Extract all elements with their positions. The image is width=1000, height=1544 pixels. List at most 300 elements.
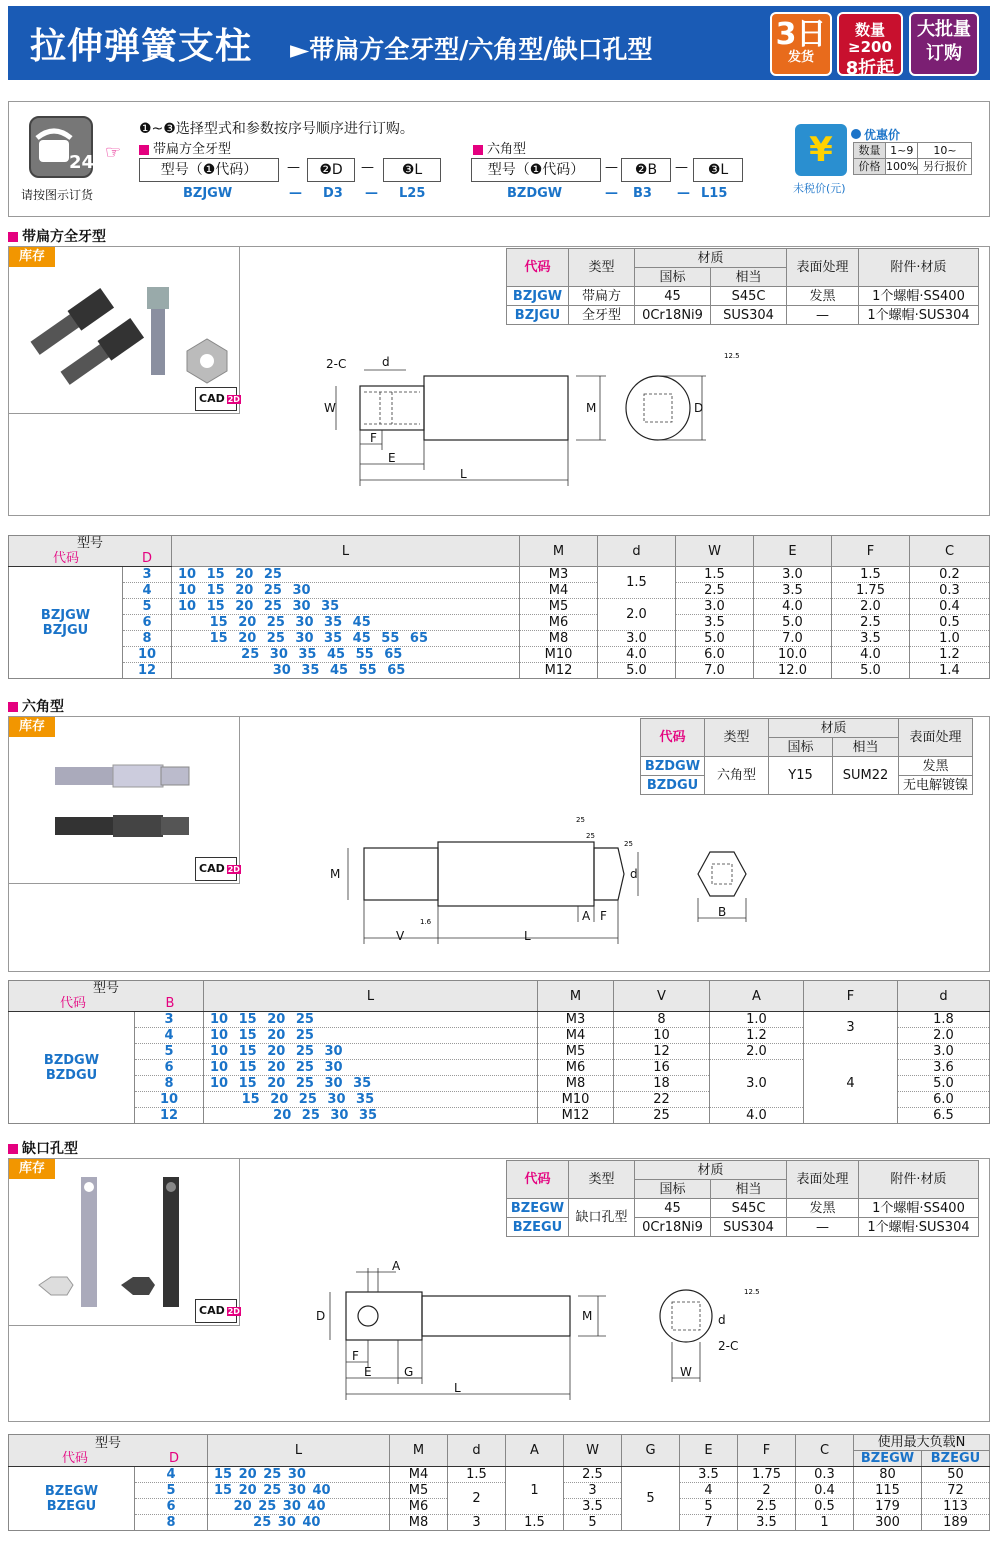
table-cell: BZEGW (507, 1199, 569, 1218)
table-cell: 2.0 (832, 599, 910, 615)
typeA-d-box: ❷D (307, 158, 355, 182)
table-cell: 6.0 (676, 647, 754, 663)
technical-drawing-c (306, 1258, 786, 1408)
dim-label: L (460, 467, 467, 481)
table-cell: 12 (614, 1044, 710, 1060)
table-cell: 10 15 20 25 (204, 1012, 538, 1028)
delivery-badge (770, 12, 832, 76)
dim-label: 2-C (326, 357, 347, 371)
col-header: F (804, 981, 898, 1012)
table-cell: 10 15 20 25 (204, 1028, 538, 1044)
table-cell: 4 (680, 1483, 738, 1499)
dim-label: V (396, 929, 405, 943)
table-cell: 5.0 (898, 1076, 990, 1092)
col-header: 代码 (507, 1161, 569, 1199)
table-cell: BZJGW (507, 287, 569, 306)
table-cell: 3.5 (738, 1515, 796, 1531)
table-cell: 25 30 40 (208, 1515, 390, 1531)
text: 2D (227, 865, 240, 874)
col-header: d (598, 536, 676, 567)
order-instruction: ❶~❸选择型式和参数按序号顺序进行订购。 (139, 121, 414, 137)
col-header: L (208, 1435, 390, 1467)
page-subtitle: ►带扁方全牙型/六角型/缺口孔型 (290, 35, 653, 64)
roughness-mark: 25 (586, 832, 595, 840)
col-header: 附件·材质 (859, 1161, 979, 1199)
typeA-order-title (139, 138, 231, 157)
phone-icon (29, 116, 93, 178)
col-header: E (754, 536, 832, 567)
roughness-mark: 25 (624, 840, 633, 848)
table-cell: 10 15 20 25 30 (204, 1044, 538, 1060)
section-title (8, 226, 106, 246)
table-cell: 1.2 (710, 1028, 804, 1044)
col-header: 国标 (635, 1180, 711, 1199)
text: CAD (199, 862, 225, 875)
table-cell: 10 (614, 1028, 710, 1044)
col-header: M (520, 536, 598, 567)
table-cell: 7.0 (676, 663, 754, 679)
discount-cell: 10~ (918, 143, 972, 159)
table-cell: 2 (738, 1483, 796, 1499)
table-cell: 2.5 (832, 615, 910, 631)
col-header: E (680, 1435, 738, 1467)
table-cell: 缺口孔型 (569, 1199, 635, 1237)
text: D (141, 551, 152, 566)
product-photo (8, 246, 240, 414)
table-cell: 80 (854, 1467, 922, 1483)
col-header: C (796, 1435, 854, 1467)
table-cell: SUS304 (711, 306, 787, 325)
col-header: G (622, 1435, 680, 1467)
col-header: 代码 (641, 719, 705, 757)
dim-label: A (582, 909, 591, 923)
dim-label: F (600, 909, 607, 923)
table-cell: 45 (635, 287, 711, 306)
table-cell: 4 (123, 583, 172, 599)
text: BZEGU (46, 1498, 97, 1514)
col-header: d (448, 1435, 506, 1467)
section-title (8, 696, 64, 716)
typeA-example-l: L25 (399, 186, 426, 201)
dim-label: d (630, 867, 638, 881)
table-cell: 15 20 25 30 40 (208, 1483, 390, 1499)
technical-drawing-a (316, 346, 796, 496)
table-cell: M6 (520, 615, 598, 631)
badge-order: 订购 (926, 42, 962, 64)
table-row (507, 287, 979, 306)
table-cell: 5.0 (754, 615, 832, 631)
table-cell: 4 (804, 1044, 898, 1124)
table-cell: 8 (135, 1515, 208, 1531)
table-cell: M3 (538, 1012, 614, 1028)
typeA-l-box: ❸L (383, 158, 441, 182)
table-cell: 全牙型 (569, 306, 635, 325)
col-header: 代码 (507, 249, 569, 287)
dim-label: D (694, 401, 704, 415)
table-cell: 10.0 (754, 647, 832, 663)
table-cell: 1.4 (910, 663, 990, 679)
dim-label: L (524, 929, 531, 943)
table-cell: 1.8 (898, 1012, 990, 1028)
table-cell: 115 (854, 1483, 922, 1499)
col-header: 表面处理 (899, 719, 973, 757)
text: 2D (227, 1307, 240, 1316)
table-cell: M8 (390, 1515, 448, 1531)
col-header: 使用最大负载N (854, 1435, 990, 1451)
pointing-hand-icon: ☞ (105, 142, 122, 163)
table-cell: M12 (520, 663, 598, 679)
badge-discount: 8折起 (845, 58, 895, 79)
col-header: 类型 (569, 249, 635, 287)
table-cell: 5 (564, 1515, 622, 1531)
table-cell: 20 25 30 35 (204, 1108, 538, 1124)
col-header: 材质 (635, 1161, 787, 1180)
table-cell: 1.0 (910, 631, 990, 647)
table-cell: 12 (123, 663, 172, 679)
table-cell: 189 (922, 1515, 990, 1531)
col-header: 表面处理 (787, 249, 859, 287)
table-cell: 六角型 (705, 757, 769, 795)
table-cell: 0.5 (910, 615, 990, 631)
table-cell: 发黑 (787, 287, 859, 306)
dash: — (361, 160, 374, 175)
table-cell: 5.0 (598, 663, 676, 679)
table-cell: 25 (614, 1108, 710, 1124)
page-header (8, 6, 990, 80)
dim-label: B (718, 905, 727, 919)
cad-badge[interactable] (195, 1299, 240, 1323)
table-cell: 带扁方 (569, 287, 635, 306)
table-cell: — (787, 306, 859, 325)
table-cell: 10 (123, 647, 172, 663)
typeB-order-title (473, 138, 526, 157)
model-code-cell (9, 567, 123, 679)
text: 代码 (61, 1450, 88, 1466)
table-cell: 1.5 (448, 1467, 506, 1483)
stock-badge: 库存 (9, 717, 55, 737)
col-header: F (832, 536, 910, 567)
text: 带扁方全牙型 (22, 229, 106, 245)
discount-cell: 价格 (854, 159, 886, 175)
text: CAD (199, 1304, 225, 1317)
table-cell: 15 20 25 30 (208, 1467, 390, 1483)
table-cell: M12 (538, 1108, 614, 1124)
table-cell: 0.5 (796, 1499, 854, 1515)
table-cell: 0.3 (910, 583, 990, 599)
table-cell: M5 (390, 1483, 448, 1499)
table-cell: SUS304 (711, 1218, 787, 1237)
col-header: W (564, 1435, 622, 1467)
table-cell: 3.5 (564, 1499, 622, 1515)
material-table-a (506, 248, 979, 325)
table-cell: 10 15 20 25 30 35 (204, 1076, 538, 1092)
table-cell: BZDGW (641, 757, 705, 776)
col-header: 国标 (635, 268, 711, 287)
table-cell: M8 (520, 631, 598, 647)
col-header: V (614, 981, 710, 1012)
table-cell: 3 (564, 1483, 622, 1499)
dash: — (605, 160, 618, 175)
table-cell: 1个螺帽·SS400 (859, 1199, 979, 1218)
table-row (9, 663, 990, 679)
col-header: 相当 (711, 1180, 787, 1199)
table-cell: 1.0 (710, 1012, 804, 1028)
col-header: L (172, 536, 520, 567)
text: 型号 (94, 1435, 121, 1451)
table-row (9, 615, 990, 631)
dim-label: d (718, 1313, 726, 1327)
table-cell: 300 (854, 1515, 922, 1531)
col-header: W (676, 536, 754, 567)
table-cell: 3.0 (898, 1044, 990, 1060)
table-row (641, 757, 973, 776)
table-cell: 2.0 (898, 1028, 990, 1044)
table-cell: 2.0 (710, 1044, 804, 1060)
table-cell: — (787, 1218, 859, 1237)
bulk-order-badge (909, 12, 979, 76)
table-cell: 0.4 (796, 1483, 854, 1499)
table-cell: 4.0 (598, 647, 676, 663)
col-header: M (390, 1435, 448, 1467)
table-cell: 16 (614, 1060, 710, 1076)
product-photo (8, 1158, 240, 1326)
typeB-example-l: L15 (701, 186, 728, 201)
table-cell: 6.0 (898, 1092, 990, 1108)
text: 优惠价 (864, 128, 901, 142)
table-cell: 6.5 (898, 1108, 990, 1124)
table-cell: 2.5 (738, 1499, 796, 1515)
text: 代码 (52, 551, 79, 566)
typeB-b-box: ❷B (621, 158, 671, 182)
text: 2D (227, 395, 240, 404)
table-cell: 5 (135, 1044, 204, 1060)
col-header: A (710, 981, 804, 1012)
text: 六角型 (22, 699, 64, 715)
text: CAD (199, 392, 225, 405)
table-cell: SUM22 (833, 757, 899, 795)
table-row (9, 567, 990, 583)
dim-label: W (680, 1365, 692, 1379)
table-cell: 2.5 (564, 1467, 622, 1483)
col-header: 国标 (769, 738, 833, 757)
table-row (9, 631, 990, 647)
col-header: BZEGW (854, 1451, 922, 1467)
typeB-l-box: ❸L (693, 158, 743, 182)
table-cell: 6 (135, 1499, 208, 1515)
table-cell: 10 15 20 25 (172, 567, 520, 583)
table-cell: 4 (135, 1467, 208, 1483)
table-cell: M5 (538, 1044, 614, 1060)
dim-label: M (582, 1309, 593, 1323)
table-cell: 7.0 (754, 631, 832, 647)
dimension-table-b (8, 980, 990, 1124)
table-row (9, 1467, 990, 1483)
text: 缺口孔型 (22, 1141, 78, 1157)
badge-days: 3日 (775, 17, 827, 52)
stock-badge: 库存 (9, 1159, 55, 1179)
text: BZEGW (44, 1483, 99, 1499)
table-cell: 3.5 (680, 1467, 738, 1483)
quantity-discount-badge (837, 12, 903, 79)
table-cell: 1 (506, 1467, 564, 1515)
col-header: 相当 (711, 268, 787, 287)
dimension-table-a (8, 535, 990, 679)
col-header: 类型 (569, 1161, 635, 1199)
typeA-model-box: 型号（❶代码） (139, 158, 279, 182)
table-cell: 发黑 (899, 757, 973, 776)
table-cell: 50 (922, 1467, 990, 1483)
technical-drawing-b (318, 808, 798, 958)
col-header: 附件·材质 (859, 249, 979, 287)
table-cell: 10 15 20 25 30 35 (172, 599, 520, 615)
table-cell: 0Cr18Ni9 (635, 1218, 711, 1237)
col-header: BZEGU (922, 1451, 990, 1467)
table-cell: BZEGU (507, 1218, 569, 1237)
table-cell: 25 30 35 45 55 65 (172, 647, 520, 663)
table-cell: 1 (796, 1515, 854, 1531)
text: BZDGW (43, 1052, 100, 1068)
dim-label: M (330, 867, 341, 881)
table-cell: 0.3 (796, 1467, 854, 1483)
col-header: A (506, 1435, 564, 1467)
table-cell: 15 20 25 30 35 45 (172, 615, 520, 631)
table-cell: 0.2 (910, 567, 990, 583)
col-header: F (738, 1435, 796, 1467)
table-cell: 1.2 (910, 647, 990, 663)
table-row (9, 599, 990, 615)
table-cell: 3 (448, 1515, 506, 1531)
table-row (9, 647, 990, 663)
dim-label: D (316, 1309, 326, 1323)
table-cell: M10 (538, 1092, 614, 1108)
order-panel (8, 101, 990, 217)
table-cell: M6 (538, 1060, 614, 1076)
table-cell: M5 (520, 599, 598, 615)
product-photo (8, 716, 240, 884)
dim-label: 2-C (718, 1339, 739, 1353)
table-cell: 15 20 25 30 35 45 55 65 (172, 631, 520, 647)
table-cell: M4 (538, 1028, 614, 1044)
header-model-code (9, 981, 204, 1012)
discount-table (853, 142, 972, 175)
table-cell: 2 (448, 1483, 506, 1515)
table-cell: 1.5 (832, 567, 910, 583)
text: B (165, 996, 175, 1011)
dash: — (675, 160, 688, 175)
table-cell: 1个螺帽·SUS304 (859, 1218, 979, 1237)
table-cell: 0Cr18Ni9 (635, 306, 711, 325)
dim-label: A (392, 1259, 401, 1273)
table-cell: 2.0 (598, 599, 676, 631)
table-cell: BZJGU (507, 306, 569, 325)
table-cell: 1.5 (598, 567, 676, 599)
dash: — (677, 186, 690, 201)
table-cell: 4 (135, 1028, 204, 1044)
col-header: L (204, 981, 538, 1012)
table-cell: 8 (123, 631, 172, 647)
table-cell: 15 20 25 30 35 (204, 1092, 538, 1108)
table-cell: 30 35 45 55 65 (172, 663, 520, 679)
discount-title (851, 126, 900, 143)
discount-cell: 1~9 (886, 143, 918, 159)
table-cell: 45 (635, 1199, 711, 1218)
table-cell: 179 (854, 1499, 922, 1515)
table-cell: 5.0 (676, 631, 754, 647)
dash: — (287, 160, 300, 175)
table-cell: 1.5 (676, 567, 754, 583)
page-title: 拉伸弹簧支柱 (30, 26, 253, 67)
col-header: C (910, 536, 990, 567)
dimension-table-c (8, 1434, 990, 1531)
table-cell: 6 (135, 1060, 204, 1076)
table-cell: 1个螺帽·SUS304 (859, 306, 979, 325)
table-cell: 5 (622, 1467, 680, 1531)
table-cell: 3 (123, 567, 172, 583)
text: BZDGU (45, 1067, 98, 1083)
table-cell: M4 (390, 1467, 448, 1483)
roughness-mark: 12.5 (724, 352, 740, 360)
table-cell: M8 (538, 1076, 614, 1092)
col-header: 表面处理 (787, 1161, 859, 1199)
table-cell: 3.5 (676, 615, 754, 631)
dash: — (605, 186, 618, 201)
table-cell: 8 (614, 1012, 710, 1028)
dim-label: F (370, 431, 377, 445)
table-cell: 10 15 20 25 30 (204, 1060, 538, 1076)
header-model-code (9, 536, 172, 567)
section-title (8, 1138, 78, 1158)
cad-badge[interactable] (195, 857, 240, 881)
table-row (9, 1012, 990, 1028)
text: 六角型 (487, 142, 527, 157)
yen-icon: ¥ (795, 124, 847, 176)
dim-label: d (382, 355, 390, 369)
discount-cell: 数量 (854, 143, 886, 159)
table-cell: 3 (135, 1012, 204, 1028)
table-cell: 22 (614, 1092, 710, 1108)
dim-label: E (364, 1365, 372, 1379)
table-cell: 5 (123, 599, 172, 615)
table-cell: 4.0 (710, 1108, 804, 1124)
material-table-b (640, 718, 973, 795)
table-row (507, 306, 979, 325)
cad-badge[interactable] (195, 387, 240, 411)
phone-label: 请按图示订货 (21, 188, 94, 202)
table-cell: 12.0 (754, 663, 832, 679)
col-header: M (538, 981, 614, 1012)
table-cell: M10 (520, 647, 598, 663)
dash: — (365, 186, 378, 201)
table-cell: 12 (135, 1108, 204, 1124)
price-label: 未税价(元) (793, 182, 846, 195)
table-cell: 5 (135, 1483, 208, 1499)
dim-label: G (404, 1365, 414, 1379)
table-cell: 3 (804, 1012, 898, 1044)
typeA-example-code: BZJGW (183, 186, 233, 201)
discount-cell: 100% (886, 160, 918, 173)
table-cell: 1.75 (832, 583, 910, 599)
text: 型号 (92, 981, 119, 996)
roughness-mark: 1.6 (420, 918, 432, 926)
table-row (9, 1044, 990, 1060)
dim-label: L (454, 1381, 461, 1395)
header-model-code (9, 1435, 208, 1467)
table-cell: M6 (390, 1499, 448, 1515)
dim-label: F (352, 1349, 359, 1363)
text: 带扁方全牙型 (153, 142, 232, 157)
col-header: 材质 (769, 719, 899, 738)
table-cell: 10 (135, 1092, 204, 1108)
